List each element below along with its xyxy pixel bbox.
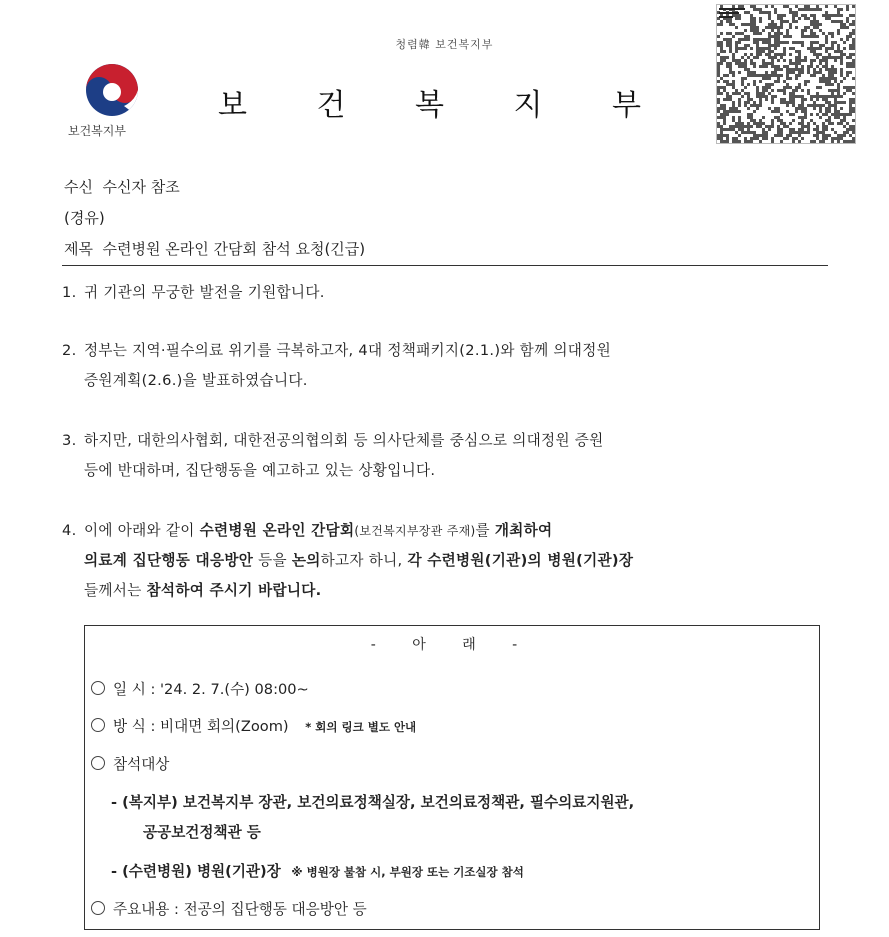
recipient-line: 수신 수신자 참조: [64, 178, 180, 196]
text-run: 를: [475, 522, 495, 539]
text-run: 하고자 하니,: [320, 552, 408, 569]
circle-bullet-icon: [91, 901, 105, 915]
datetime-item: [91, 678, 309, 699]
ministry-title: 보 건 복 지 부: [217, 88, 672, 123]
text-run-bold: 참석하여 주시기 바랍니다.: [146, 582, 322, 599]
text-run: 등을: [253, 552, 292, 569]
paragraph-text: 등에 반대하며, 집단행동을 예고하고 있는 상황입니다.: [84, 462, 436, 479]
paragraph-number: 3.: [62, 432, 77, 449]
hospital-attendees: [111, 860, 524, 881]
paragraph-text: 하지만, 대한의사협회, 대한전공의협의회 등 의사단체를 중심으로 의대정원 증원: [84, 432, 604, 449]
text-run-bold: 각 수련병원(기관)의 병원(기관)장: [407, 552, 634, 569]
attendees-item: [91, 753, 169, 774]
paragraph-3: [62, 426, 832, 486]
ministry-attendees: - (복지부) 보건복지부 장관, 보건의료정책실장, 보건의료정책관, 필수의료지원관,: [111, 794, 635, 811]
method-note: * 회의 링크 별도 안내: [305, 720, 417, 734]
text-run-note: (보건복지부장관 주재): [354, 524, 476, 538]
paragraph-4: [62, 516, 832, 606]
header-divider: [62, 265, 828, 266]
circle-bullet-icon: [91, 681, 105, 695]
motto: 청렴韓 보건복지부: [395, 38, 494, 51]
paragraph-number: 2.: [62, 342, 77, 359]
notice-box: [84, 625, 820, 930]
content-item: [91, 898, 367, 919]
taegeuk-logo-icon: [84, 62, 140, 118]
paragraph-text: 증원계획(2.6.)을 발표하였습니다.: [84, 372, 308, 389]
paragraph-text: 정부는 지역·필수의료 위기를 극복하고자, 4대 정책패키지(2.1.)와 함께 의대정원: [84, 342, 611, 359]
method-item: [91, 715, 416, 736]
paragraph-number: 4.: [62, 522, 77, 539]
content-text: 주요내용 : 전공의 집단행동 대응방안 등: [113, 901, 367, 918]
document-meta: [64, 172, 365, 265]
paragraph-number: 1.: [62, 284, 77, 301]
attendees-label: 참석대상: [113, 756, 170, 773]
subject-line: 제목 수련병원 온라인 간담회 참석 요청(긴급): [64, 240, 366, 258]
circle-bullet-icon: [91, 756, 105, 770]
text-run: 이에 아래와 같이: [84, 522, 200, 539]
hospital-attendees-text: - (수련병원) 병원(기관)장: [111, 863, 281, 880]
method-text: 방 식 : 비대면 회의(Zoom): [113, 718, 289, 735]
datetime-text: 일 시 : '24. 2. 7.(수) 08:00~: [113, 681, 309, 698]
text-run-bold: 개최하여: [494, 522, 553, 539]
qr-code: [716, 4, 856, 144]
circle-bullet-icon: [91, 718, 105, 732]
ministry-attendees-cont: 공공보건정책관 등: [143, 824, 261, 841]
hospital-attendees-note: ※ 병원장 불참 시, 부원장 또는 기조실장 참석: [291, 865, 524, 879]
logo-text: 보건복지부: [68, 124, 126, 138]
text-run-bold: 논의: [291, 552, 321, 569]
ministry-logo: [68, 62, 158, 139]
via-line: (경유): [64, 209, 105, 227]
text-run: 들께서는: [84, 582, 147, 599]
text-run-bold: 수련병원 온라인 간담회: [199, 522, 355, 539]
text-run-bold: 의료계 집단행동 대응방안: [84, 552, 254, 569]
paragraph-text: 귀 기관의 무궁한 발전을 기원합니다.: [84, 284, 325, 301]
paragraph-1: [62, 278, 832, 308]
paragraph-2: [62, 336, 832, 396]
notice-box-title: - 아 래 -: [370, 637, 534, 653]
